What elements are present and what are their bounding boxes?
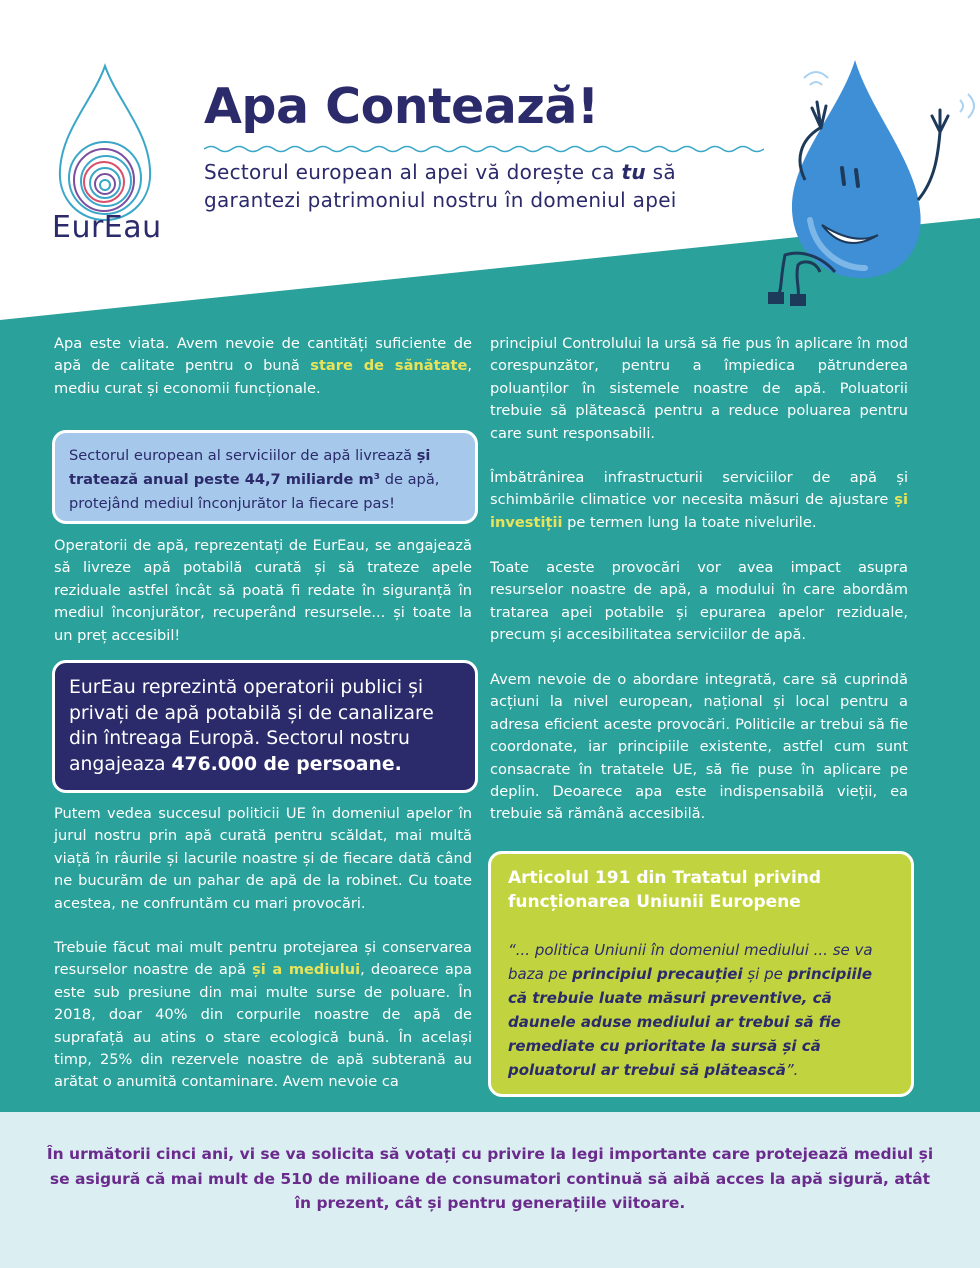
left-p4-text: Trebuie făcut mai mult pentru protejarea și conservarea resurselor noastre de apă — [54, 939, 472, 979]
right-paragraph-3: Toate aceste provocări vor avea impact asupra resurselor noastre de apă, a modului în care abordăm tratarea apei potabile și epurarea apelor reziduale, precum și accesibilitatea serviciilor de apă. — [490, 559, 908, 644]
right-paragraph-4: Avem nevoie de o abordare integrată, care să cuprindă acțiuni la nivel european, național și local pentru a adresa eficient aceste provocări. Politicile ar trebui să fie coordonate, iar principiile existente, astfel cum sunt consacrate în tratatele UE, să fie puse în aplicare pe deplin. Deoarece apa este indispensabilă vieții, ea trebuie să rămână accesibilă. — [490, 671, 908, 823]
left-paragraph-2: Operatorii de apă, reprezentați de EurEau, se angajează să livreze apă potabilă curată și să trateze apele reziduale astfel încât să poată fi redate în siguranță în mediul înconjurător, recuperând resursele... și toate la un preț accesibil! — [54, 537, 472, 644]
page-title: Apa Contează! — [204, 78, 599, 135]
left-paragraph-1 — [54, 333, 472, 400]
callout-1-bold: și tratează anual peste 44,7 miliarde m³ — [69, 447, 431, 488]
subtitle-emphasis: tu — [621, 160, 646, 184]
left-paragraph-3: Putem vedea succesul politicii UE în domeniul apelor în jurul nostru prin apă curată pentru scăldat, mai multă viață în râurile și lacurile noastre și de fiecare dată când ne bucurăm de un pahar de apă de la robinet. Cu toate acestea, ne confruntăm cu mari provocări. — [54, 805, 472, 912]
callout-2-bold: 476.000 de persoane. — [171, 753, 402, 775]
logo-wordmark: EurEau — [52, 210, 162, 245]
right-p2-text-end: pe termen lung la toate nivelurile. — [562, 513, 817, 531]
left-p4-text-end: , deoarece apa este sub presiune din mai multe surse de poluare. În 2018, doar 40% din corpurile noastre de apă de suprafață au atins o stare ecologică bună. În același timp, 25% din rezervele noastre de apă subterană au arătat o anumită contaminare. Avem nevoie ca — [54, 961, 472, 1091]
left-p1-text-end: , mediu curat și economii funcționale. — [54, 357, 472, 397]
water-drop-mascot-icon — [760, 50, 980, 310]
subtitle-text-end: să garantezi patrimoniul nostru în domeniul apei — [204, 160, 677, 212]
callout-2-text: EurEau reprezintă operatorii publici și privați de apă potabilă și de canalizare din întreaga Europă. Sectorul nostru angajeaza — [69, 677, 434, 775]
left-p1-highlight: stare de sănătate — [310, 357, 468, 375]
treaty-article-title: Articolul 191 din Tratatul privind funcționarea Uniunii Europene — [508, 868, 822, 912]
subtitle-text: Sectorul european al apei vă dorește ca — [204, 160, 622, 184]
right-paragraph-1: principiul Controlului la ursă să fie pus în aplicare în mod corespunzător, pentru a împiedica pătrunderea poluanților în sistemele noastre de apă. Poluatorii trebuie să plătească pentru a reduce poluarea pentru care sunt responsabili. — [490, 335, 908, 442]
quote-part-c: și pe — [742, 965, 788, 983]
left-p1-text: Apa este viata. Avem nevoie de cantități suficiente de apă de calitate pentru o bună — [54, 335, 472, 375]
left-p4-highlight: și a mediului — [252, 961, 361, 979]
right-paragraph-2 — [490, 467, 908, 534]
quote-part-e: ”. — [785, 1061, 799, 1079]
right-p2-text: Îmbătrânirea infrastructurii serviciilor de apă și schimbările climatice vor necesita măsuri de ajustare — [490, 469, 908, 509]
water-delivery-callout — [52, 430, 478, 524]
treaty-article-quote — [508, 938, 894, 1082]
quote-part-a: “... politica Uniunii în domeniul mediului ... se va baza pe — [508, 941, 873, 983]
quote-part-b: principiul precauției — [572, 965, 743, 983]
left-paragraph-4 — [54, 937, 472, 1094]
quote-part-d: principiile că trebuie luate măsuri preventive, că daunele aduse mediului ar trebui să fie remediate cu prioritate la sursă și că poluatorul ar trebui să plătească — [508, 965, 872, 1079]
right-p2-highlight: și investiții — [490, 491, 908, 531]
page-subtitle — [204, 158, 764, 214]
treaty-article-callout — [488, 851, 914, 1097]
wave-divider-icon — [204, 144, 764, 154]
eureau-representation-callout — [52, 660, 478, 793]
callout-1-text: Sectorul european al serviciilor de apă livrează — [69, 447, 417, 464]
footer-message: În următorii cinci ani, vi se va solicita să votați cu privire la legi importante care protejează mediul și se asigură că mai mult de 510 de milioane de consumatori continuă să aibă acces la apă sigură, atât în prezent, cât și pentru generațiile viitoare. — [46, 1145, 934, 1212]
callout-1-text-end: de apă, protejând mediul înconjurător la fiecare pas! — [69, 471, 440, 512]
